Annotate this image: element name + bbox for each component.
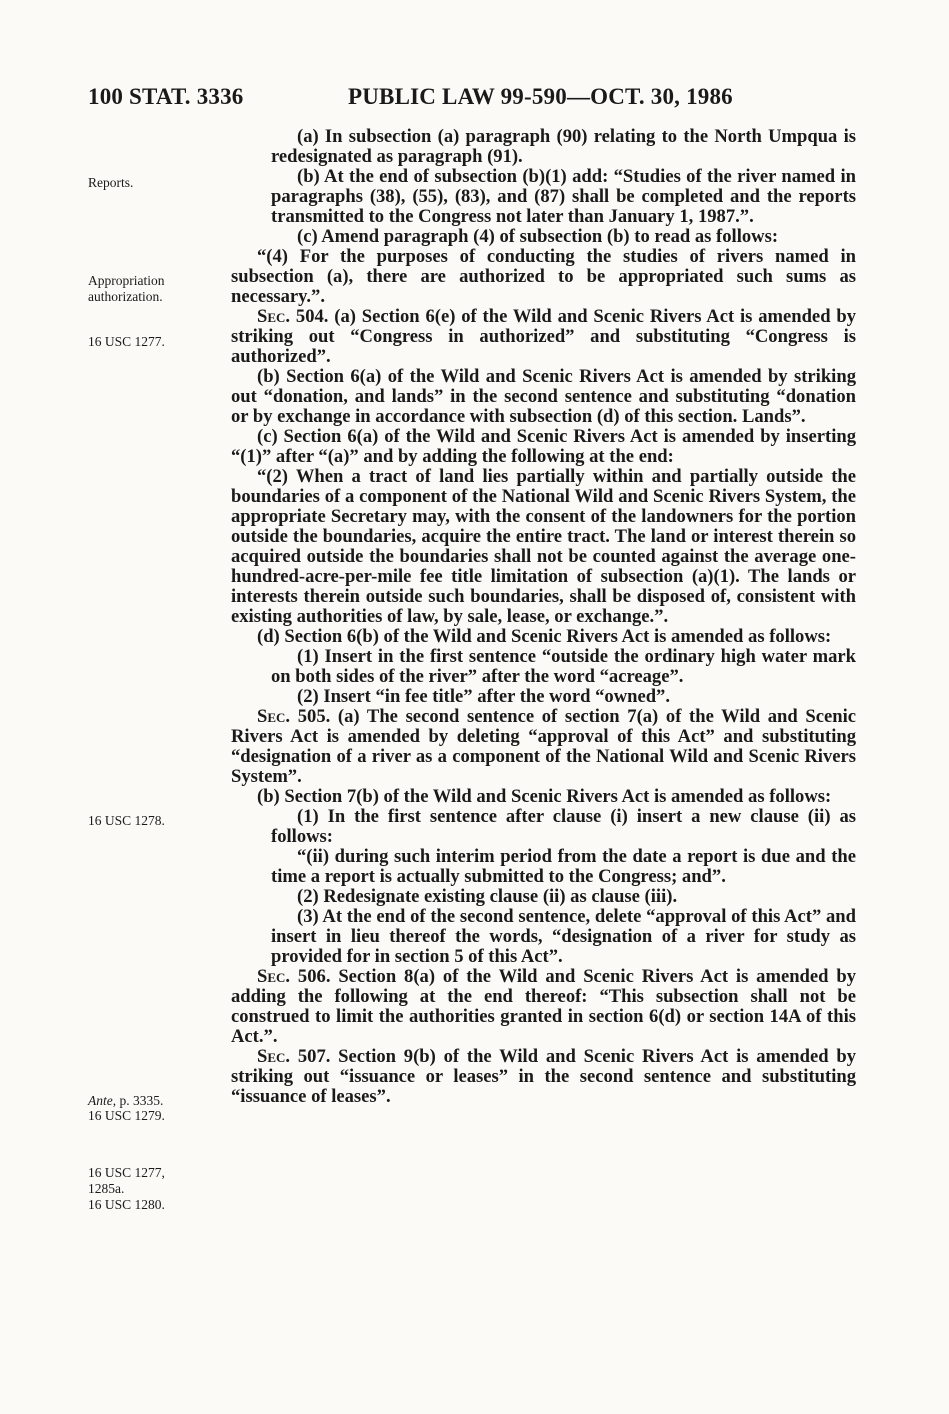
- section-504-c-2: “(2) When a tract of land lies partially within and partially outside the boundaries of a component of the National Wild and Scenic Rivers System, the appropriate Secretary may, with the consent of the landowners for the portion outside the boundaries, acquire the entire tract. The land or interest therein so acquired outside the boundaries shall not be counted against the average one-hundred-acre-per-mile fee title limitation of subsection (a)(1). The lands or interests therein outside such boundaries, shall be disposed of, consistent with existing authorities of law, by sale, lease, or exchange.”.: [231, 466, 856, 627]
- margin-note-usc-1278: 16 USC 1278.: [88, 813, 165, 828]
- paragraph-b: (b) At the end of subsection (b)(1) add: “Studies of the river named in paragraphs (38), (55), (83), and (87) shall be completed and the reports transmitted to the Congress not later than January 1, 1987.”.: [271, 166, 856, 227]
- section-506-label: Sec.: [257, 966, 291, 987]
- margin-note-ante: [88, 1093, 163, 1109]
- section-504-label: Sec.: [257, 306, 291, 327]
- section-505: [231, 707, 856, 787]
- section-504: [231, 307, 856, 367]
- section-504-c: (c) Section 6(a) of the Wild and Scenic Rivers Act is amended by inserting “(1)” after “(a)” and by adding the following at the end:: [231, 426, 856, 467]
- section-507: [231, 1047, 856, 1107]
- law-text-body: [231, 127, 856, 1107]
- paragraph-c-4: “(4) For the purposes of conducting the studies of rivers named in subsection (a), there are authorized to be appropriated such sums as necessary.”.: [231, 246, 856, 307]
- margin-note-appropriation-2: authorization.: [88, 289, 163, 304]
- margin-note-usc-1277b-2: 1285a.: [88, 1181, 125, 1196]
- margin-note-usc-1277b-1: 16 USC 1277,: [88, 1165, 165, 1180]
- section-506-text: 506. Section 8(a) of the Wild and Scenic Rivers Act is amended by adding the following at the end thereof: “This subsection shall not be construed to limit the authorities granted in section 6(d) or section 14A of this Act.”.: [231, 966, 856, 1047]
- page-title: PUBLIC LAW 99-590—OCT. 30, 1986: [348, 84, 733, 109]
- paragraph-a: (a) In subsection (a) paragraph (90) relating to the North Umpqua is redesignated as paragraph (91).: [271, 126, 856, 167]
- section-506: [231, 967, 856, 1047]
- section-505-b: (b) Section 7(b) of the Wild and Scenic Rivers Act is amended as follows:: [257, 786, 832, 807]
- margin-note-usc-1277: 16 USC 1277.: [88, 334, 165, 349]
- section-504-b: (b) Section 6(a) of the Wild and Scenic Rivers Act is amended by striking out “donation, and lands” in the second sentence and substituting “donation or by exchange in accordance with subsection (d) of this section. Lands”.: [231, 366, 856, 427]
- margin-note-usc-1280: 16 USC 1280.: [88, 1197, 165, 1212]
- section-504-d: (d) Section 6(b) of the Wild and Scenic Rivers Act is amended as follows:: [257, 626, 832, 647]
- section-504-d-1: (1) Insert in the first sentence “outside the ordinary high water mark on both sides of the river” after the word “acreage”.: [271, 646, 856, 687]
- section-505-b-2: (2) Redesignate existing clause (ii) as clause (iii).: [297, 886, 678, 907]
- paragraph-c: (c) Amend paragraph (4) of subsection (b) to read as follows:: [297, 226, 779, 247]
- section-505-text: 505. (a) The second sentence of section 7(a) of the Wild and Scenic Rivers Act is amended by deleting “approval of this Act” and substituting “designation of a river as a component of the National Wild and Scenic Rivers System”.: [231, 706, 856, 787]
- margin-note-ante-rest: , p. 3335.: [112, 1093, 164, 1108]
- section-504-text: 504. (a) Section 6(e) of the Wild and Scenic Rivers Act is amended by striking out “Congress in authorized” and substituting “Congress is authorized”.: [231, 306, 856, 367]
- margin-note-usc-1279: 16 USC 1279.: [88, 1108, 165, 1123]
- margin-note-ante-italic: Ante: [88, 1093, 113, 1108]
- section-505-b-1: (1) In the first sentence after clause (i) insert a new clause (ii) as follows:: [271, 806, 856, 847]
- page-reference: 100 STAT. 3336: [88, 84, 244, 109]
- section-505-b-3: (3) At the end of the second sentence, delete “approval of this Act” and insert in lieu thereof the words, “designation of a river for study as provided for in section 5 of this Act”.: [271, 906, 856, 967]
- section-505-label: Sec.: [257, 706, 291, 727]
- section-504-d-2: (2) Insert “in fee title” after the word “owned”.: [297, 686, 671, 707]
- section-507-label: Sec.: [257, 1046, 291, 1067]
- section-505-b-ii: “(ii) during such interim period from the date a report is due and the time a report is actually submitted to the Congress; and”.: [271, 846, 856, 887]
- section-507-text: 507. Section 9(b) of the Wild and Scenic Rivers Act is amended by striking out “issuance or leases” in the second sentence and substituting “issuance of leases”.: [231, 1046, 856, 1107]
- margin-note-reports: Reports.: [88, 175, 134, 190]
- margin-note-appropriation-1: Appropriation: [88, 273, 165, 288]
